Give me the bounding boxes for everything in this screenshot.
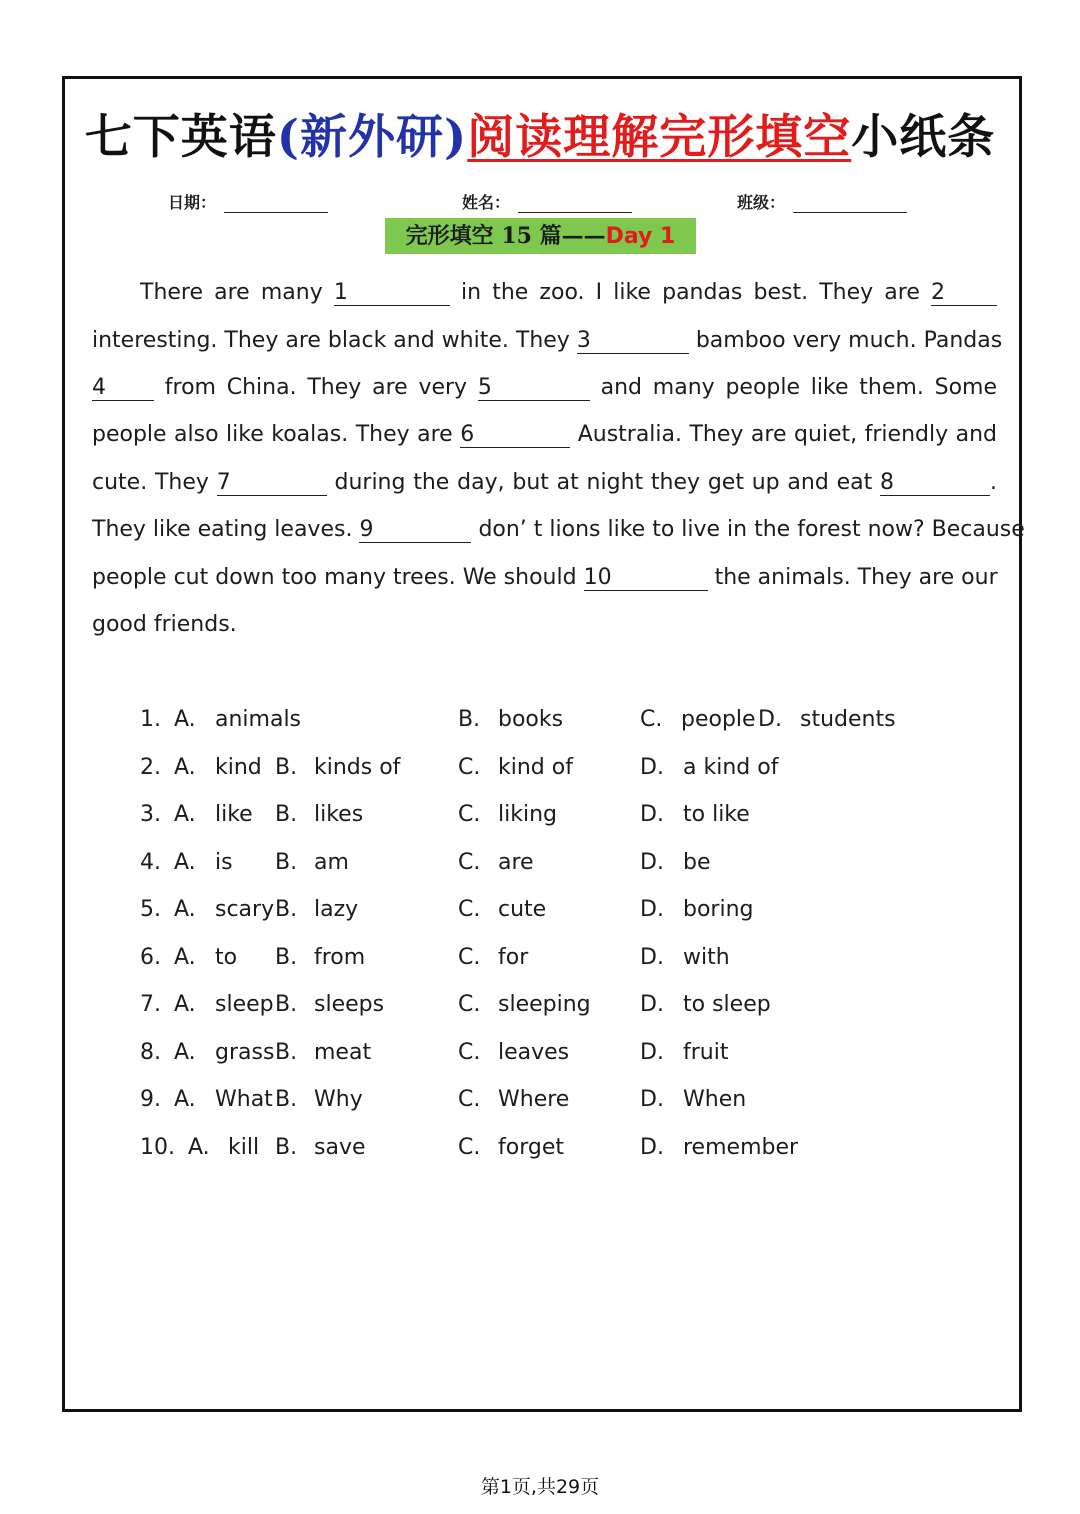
option-letter: C. [458,1134,481,1160]
passage-line-5 [92,470,997,496]
option-text: fruit [683,1039,729,1065]
option-text: are [498,849,534,875]
option-text: with [683,944,730,970]
blank-5: 5 [478,376,590,401]
option-text: for [498,944,529,970]
option-letter: A. [174,849,196,875]
question-number: 1. [140,707,161,732]
option-letter: C. [458,1039,481,1065]
option-letter: D. [640,992,664,1017]
option-text: boring [683,897,754,922]
option-letter: B. [458,707,481,732]
passage-text: bamboo very much. Pandas [695,328,1003,353]
question-number: 8. [140,1039,161,1065]
option-text: forget [498,1134,564,1160]
passage-text: cute. They [92,470,209,495]
option-text: liking [498,802,557,827]
option-letter: C. [458,944,481,970]
passage-text: There are many [140,280,323,305]
passage-text: good friends. [92,612,237,637]
date-line [224,194,328,213]
option-text: grass [215,1039,275,1065]
option-text: from [314,944,366,970]
option-letter: A. [174,802,196,827]
passage-text: They like eating leaves. [92,517,353,542]
page-number: 第1页,共29页 [480,1476,600,1498]
class-field [737,190,907,213]
passage-line-2 [92,328,1003,354]
option-text: students [800,707,896,732]
question-number: 7. [140,992,161,1017]
option-text: like [215,802,253,827]
option-text: to like [683,802,750,827]
blank-7: 7 [217,471,327,496]
option-letter: A. [174,1039,196,1065]
option-text: cute [498,897,547,922]
class-line [793,194,907,213]
blank-10: 10 [584,566,708,591]
passage-line-4 [92,422,997,448]
question-number: 10. [140,1134,175,1160]
passage-text: Australia. They are quiet, friendly and [577,422,997,447]
option-letter: D. [640,849,664,875]
option-letter: A. [174,944,196,970]
passage-text: in the zoo. I like pandas best. They are [461,280,920,305]
option-text: lazy [314,897,359,922]
option-text: animals [215,707,302,732]
option-text: kind [215,754,262,780]
option-text: scary [215,897,275,922]
option-letter: A. [174,707,196,732]
blank-2: 2 [931,281,997,306]
option-text: to sleep [683,992,771,1017]
title-part-3: 阅读理解完形填空 [467,110,852,165]
option-text: sleeps [314,992,385,1017]
option-letter: C. [458,754,481,780]
section-badge [385,218,696,254]
option-letter: B. [275,992,298,1017]
option-text: remember [683,1134,799,1160]
option-letter: C. [458,897,481,922]
option-letter: C. [458,1087,481,1112]
blank-6: 6 [460,423,570,448]
option-letter: C. [458,849,481,875]
passage-text: and many people like them. Some [600,375,997,400]
option-letter: A. [188,1134,210,1160]
option-text: be [683,849,711,875]
passage-text: don’ t lions like to live in the forest now? Because [478,517,1025,542]
option-letter: D. [640,944,664,970]
option-letter: B. [275,944,298,970]
option-text: kinds of [314,754,401,780]
option-letter: B. [275,897,298,922]
option-text: leaves [498,1039,570,1065]
passage-line-8 [92,612,997,637]
option-letter: D. [640,754,664,780]
passage-text: interesting. They are black and white. They [92,328,570,353]
passage-text: . [990,470,998,495]
blank-3: 3 [577,329,689,354]
page-frame [62,76,1025,1412]
name-label: 姓名： [462,193,511,212]
question-number: 3. [140,802,161,827]
option-text: likes [314,802,364,827]
badge-day: Day 1 [605,224,676,249]
option-letter: B. [275,802,298,827]
option-letter: D. [758,707,782,732]
passage-line-7 [92,565,997,591]
option-letter: B. [275,1039,298,1065]
passage-text: from China. They are very [164,375,468,400]
option-text: to [215,944,238,970]
option-letter: B. [275,1134,298,1160]
blank-8: 8 [880,471,990,496]
option-letter: D. [640,897,664,922]
option-text: save [314,1134,366,1160]
option-letter: B. [275,849,298,875]
option-text: sleep [215,992,274,1017]
passage-line-6 [92,517,1025,543]
passage-text: people also like koalas. They are [92,422,453,447]
question-number: 5. [140,897,161,922]
option-text: meat [314,1039,372,1065]
name-field [462,190,632,213]
option-text: When [683,1087,747,1112]
passage-text: during the day, but at night they get up and eat [334,470,873,495]
question-number: 9. [140,1087,161,1112]
date-label: 日期： [168,193,217,212]
title-part-1: 七下英语 [84,110,277,165]
option-letter: B. [275,1087,298,1112]
option-letter: C. [458,802,481,827]
question-number: 6. [140,944,161,970]
passage-text: the animals. They are our [714,565,998,590]
option-text: kill [228,1134,260,1160]
option-text: sleeping [498,992,591,1017]
class-label: 班级： [737,193,786,212]
option-text: books [498,707,564,732]
option-letter: A. [174,992,196,1017]
option-text: people [681,707,756,732]
blank-9: 9 [359,518,471,543]
question-number: 4. [140,849,161,875]
option-text: am [314,849,349,875]
option-letter: A. [174,897,196,922]
option-letter: D. [640,1087,664,1112]
title-part-2: (新外研) [276,110,468,165]
passage-text: people cut down too many trees. We should [92,565,577,590]
title-part-4: 小纸条 [851,110,996,165]
option-text: a kind of [683,754,779,780]
date-field [168,190,328,213]
badge-text: 完形填空 15 篇—— [405,223,606,249]
page-title [0,100,1080,167]
option-letter: A. [174,1087,196,1112]
option-letter: A. [174,754,196,780]
option-letter: B. [275,754,298,780]
option-text: kind of [498,754,573,780]
blank-4: 4 [92,376,154,401]
option-letter: C. [640,707,663,732]
option-text: What [215,1087,273,1112]
passage-line-1 [92,280,997,306]
option-letter: D. [640,802,664,827]
name-line [518,194,632,213]
passage-line-3 [92,375,997,401]
blank-1: 1 [334,281,450,306]
option-text: is [215,849,233,875]
option-letter: D. [640,1134,664,1160]
question-number: 2. [140,754,161,780]
option-letter: D. [640,1039,664,1065]
option-text: Where [498,1087,570,1112]
option-letter: C. [458,992,481,1017]
option-text: Why [314,1087,363,1112]
